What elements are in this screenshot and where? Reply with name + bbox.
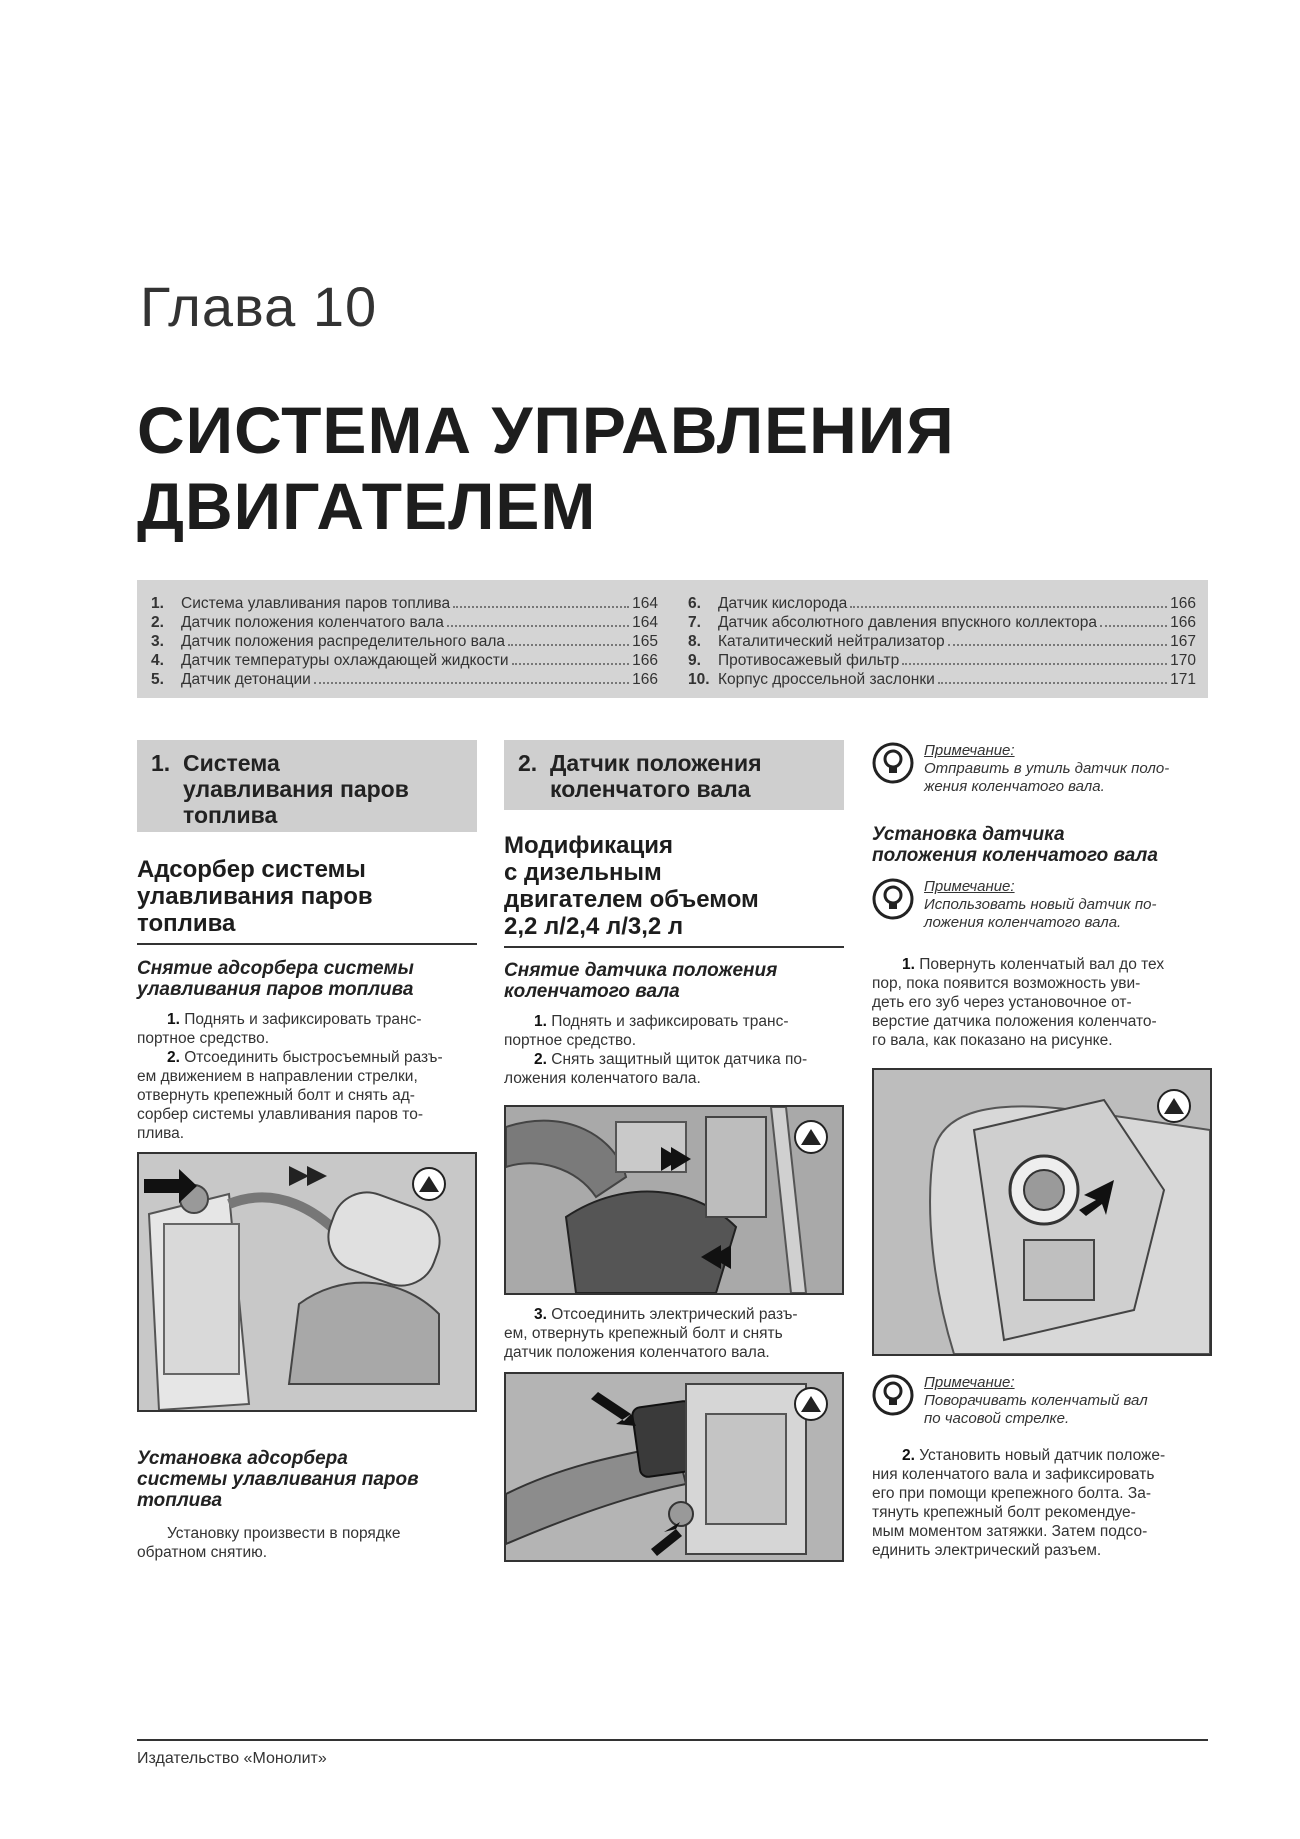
toc-item[interactable]: 4. Датчик температуры охлаждающей жидкости 166 [151, 652, 658, 669]
op-heading-install: Установка адсорбера системы улавливания паров топлива [137, 1448, 419, 1511]
sensor-install-step1: 1. Повернуть коленчатый вал до тех пор, пока появится возможность уви- деть его зуб через установочное от- верстие датчика положения коленчато- го вала, как показано на рисунке. [872, 956, 1165, 1049]
figure-adsorber-illustration [139, 1154, 475, 1410]
figure-crankshaft-tooth-illustration [874, 1070, 1210, 1354]
figure-adsorber [137, 1152, 477, 1412]
chapter-label: Глава 10 [140, 275, 378, 338]
figure-crankshaft-tooth [872, 1068, 1212, 1356]
toc-item[interactable]: 2. Датчик положения коленчатого вала 164 [151, 614, 658, 631]
note-1: Примечание: Отправить в утиль датчик поло- жения коленчатого вала. [872, 742, 1212, 796]
toc-item[interactable]: 7. Датчик абсолютного давления впускного коллектора 166 [688, 614, 1196, 631]
toc-item[interactable]: 6. Датчик кислорода 166 [688, 595, 1196, 612]
title-line-1: СИСТЕМА УПРАВЛЕНИЯ [137, 393, 955, 467]
toc-item[interactable]: 10. Корпус дроссельной заслонки 171 [688, 671, 1196, 688]
figure-sensor-connector [504, 1372, 844, 1562]
op-heading-removal: Снятие адсорбера системы улавливания паров топлива [137, 958, 414, 1000]
note-2: Примечание: Использовать новый датчик по- ложения коленчатого вала. [872, 878, 1212, 932]
toc-item[interactable]: 8. Каталитический нейтрализатор 167 [688, 633, 1196, 650]
sensor-removal-steps: 1. Поднять и зафиксировать транс- портное средство. 2. Снять защитный щиток датчика по- ложения коленчатого вала. [504, 1013, 808, 1087]
toc-item[interactable]: 1. Система улавливания паров топлива 164 [151, 595, 658, 612]
figure-sensor-shield [504, 1105, 844, 1295]
chapter-title [137, 392, 955, 544]
subsection-modification: Модификация с дизельным двигателем объемом 2,2 л/2,4 л/3,2 л [504, 832, 844, 948]
install-text: Установку произвести в порядке обратном снятию. [137, 1525, 401, 1561]
note-3: Примечание: Поворачивать коленчатый вал по часовой стрелке. [872, 1374, 1212, 1428]
table-of-contents [137, 580, 1208, 698]
lightbulb-note-icon [872, 1374, 914, 1416]
publisher-footer: Издательство «Монолит» [137, 1750, 327, 1767]
op-heading-sensor-install: Установка датчика положения коленчатого вала [872, 824, 1158, 866]
sensor-removal-step3: 3. Отсоединить электрический разъ- ем, отвернуть крепежный болт и снять датчик положения коленчатого вала. [504, 1306, 798, 1361]
toc-item[interactable]: 3. Датчик положения распределительного вала 165 [151, 633, 658, 650]
figure-sensor-connector-illustration [506, 1374, 842, 1560]
footer-rule [137, 1739, 1208, 1741]
toc-right-column [688, 594, 1196, 689]
toc-item[interactable]: 9. Противосажевый фильтр 170 [688, 652, 1196, 669]
lightbulb-note-icon [872, 742, 914, 784]
toc-item[interactable]: 5. Датчик детонации 166 [151, 671, 658, 688]
sensor-install-step2: 2. Установить новый датчик положе- ния коленчатого вала и зафиксировать его при помощи крепежного болта. За- тянуть крепежный болт рекомендуе- мым моментом затяжки. Затем подсо- единить электрический разъем. [872, 1447, 1166, 1559]
op-heading-sensor-removal: Снятие датчика положения коленчатого вала [504, 960, 778, 1002]
subsection-adsorber: Адсорбер системы улавливания паров топлива [137, 856, 477, 945]
section-2-header: 2. Датчик положения коленчатого вала [504, 740, 844, 810]
removal-steps: 1. Поднять и зафиксировать транс- портное средство. 2. Отсоединить быстросъемный разъ- ем движением в направлении стрелки, отвернуть крепежный болт и снять ад- сорбер системы улавливания паров то- плива. [137, 1011, 443, 1142]
figure-sensor-shield-illustration [506, 1107, 842, 1293]
title-line-2: ДВИГАТЕЛЕМ [137, 469, 597, 543]
toc-left-column [151, 594, 658, 689]
lightbulb-note-icon [872, 878, 914, 920]
section-1-header: 1. Система улавливания паров топлива [137, 740, 477, 832]
